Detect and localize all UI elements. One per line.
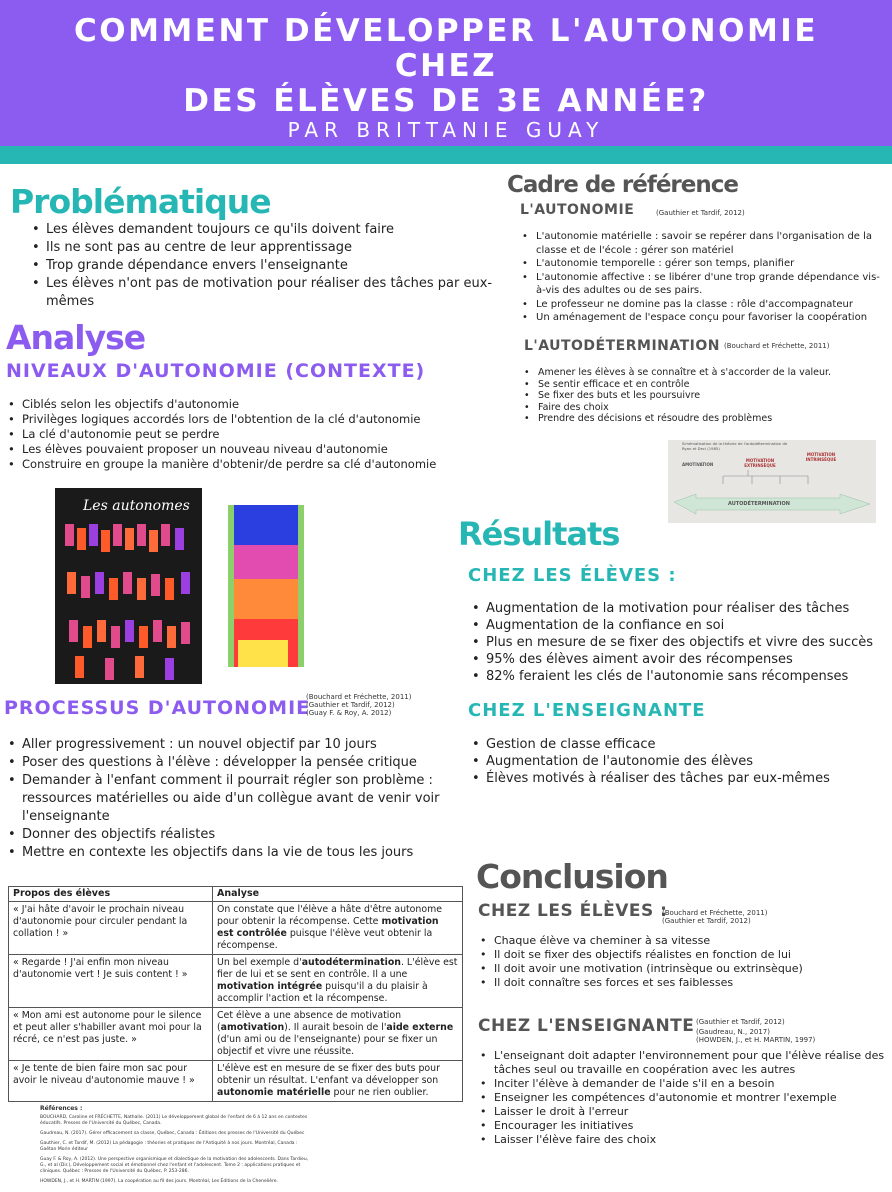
list-item: • Plus en mesure de se fixer des objectifs et vivre des succès [470,634,890,651]
problematique-heading: Problématique [10,182,271,221]
conclusion-ens-list [478,1049,890,1147]
list-item: • Amener les élèves à se connaître et à s'accorder de la valeur. [522,367,882,379]
list-item: • Faire des choix [522,402,882,414]
board-caption: Les autonomes [83,498,190,514]
propos-analyse-table [8,886,463,1102]
list-item: • Encourager les initiatives [478,1119,890,1133]
list-item: • Poser des questions à l'élève : développer la pensée critique [6,754,471,772]
conclusion-eleves-list [478,934,888,990]
diagram-extrinseque: MOTIVATION EXTRINSÈQUE [744,458,776,468]
resultats-heading: Résultats [458,515,620,553]
list-item: • Privilèges logiques accordés lors de l'obtention de la clé d'autonomie [6,412,476,427]
autonomie-title: L'AUTONOMIE [520,202,635,218]
autodet-title: L'AUTODÉTERMINATION [524,338,720,354]
cadre-heading: Cadre de référence [507,172,738,198]
list-item: • Un aménagement de l'espace conçu pour favoriser la coopération [520,311,888,325]
poster-title: COMMENT DÉVELOPPER L'AUTONOMIE CHEZ DES ÉLÈVES DE 3E ANNÉE? [73,13,819,119]
resultats-eleves-list [470,600,890,685]
list-item: • La clé d'autonomie peut se perdre [6,427,476,442]
list-item: • Chaque élève va cheminer à sa vitesse [478,934,888,948]
list-item: • Se sentir efficace et en contrôle [522,379,882,391]
diagram-amotivation: AMOTIVATION [682,462,714,467]
list-item: • Élèves motivés à réaliser des tâches par eux-mêmes [470,770,890,787]
list-item: • Les élèves pouvaient proposer un nouveau niveau d'autonomie [6,442,476,457]
autodet-list [522,367,882,425]
autodet-cite: (Bouchard et Fréchette, 2011) [724,342,830,350]
processus-title: PROCESSUS D'AUTONOMIE [4,697,311,719]
autonomes-board-photo [55,488,202,684]
table-header-propos: Propos des élèves [9,887,213,902]
table-row: « Mon ami est autonome pour le silence et peut aller s'habiller avant moi pour la récré, ce n'est pas juste. » Cet élève a une absence de motivation (amotivation). Il aurait besoin de l'aide externe (d'un ami ou de l'enseignante) pour se fixer un objectif et vivre une réussite. [9,1008,463,1061]
processus-list [6,736,471,862]
list-item: • 82% feraient les clés de l'autonomie sans récompenses [470,668,890,685]
conclusion-ens-title: CHEZ L'ENSEIGNANTE [478,1016,695,1036]
list-item: • Se fixer des buts et les poursuivre [522,390,882,402]
list-item: • Enseigner les compétences d'autonomie et montrer l'exemple [478,1091,890,1105]
niveaux-title: NIVEAUX D'AUTONOMIE (CONTEXTE) [6,360,426,382]
autodetermination-diagram-photo [668,440,876,523]
list-item: • L'enseignant doit adapter l'environnement pour que l'élève réalise des tâches seul ou travaille en coopération avec les autres [478,1049,890,1077]
autonomie-cite: (Gauthier et Tardif, 2012) [656,209,745,217]
autonomy-levels-photo [228,505,304,667]
list-item: • 95% des élèves aiment avoir des récompenses [470,651,890,668]
processus-cites: (Bouchard et Fréchette, 2011) (Gauthier et Tardif, 2012) (Guay F. & Roy, A. 2012) [306,693,412,717]
resultats-ens-title: CHEZ L'ENSEIGNANTE [468,700,706,721]
autonomie-list [520,230,888,325]
list-item: • L'autonomie matérielle : savoir se repérer dans l'organisation de la classe et de l'école : gérer son matériel [520,230,888,257]
list-item: • L'autonomie affective : se libérer d'une trop grande dépendance vis-à-vis des adultes ou de ses pairs. [520,271,888,298]
analyse-heading: Analyse [6,318,146,357]
list-item: • Mettre en contexte les objectifs dans la vie de tous les jours [6,844,471,862]
list-item: • Il doit se fixer des objectifs réalistes en fonction de lui [478,948,888,962]
list-item: • Gestion de classe efficace [470,736,890,753]
list-item: • Le professeur ne domine pas la classe : rôle d'accompagnateur [520,298,888,312]
diagram-caption: Schématisation de la théorie de l'autodétermination de Ryan et Deci (1985) [682,441,788,451]
list-item: • Donner des objectifs réalistes [6,826,471,844]
list-item: • Trop grande dépendance envers l'enseignante [30,257,530,275]
list-item: • Les élèves demandent toujours ce qu'ils doivent faire [30,221,530,239]
diagram-lines [668,440,876,523]
list-item: • Prendre des décisions et résoudre des problèmes [522,413,882,425]
table-row: « J'ai hâte d'avoir le prochain niveau d'autonomie pour circuler pendant la collation ! » On constate que l'élève a hâte d'être autonome pour obtenir la récompense. Cette motivation est contrôlée puisque l'élève veut obtenir la récompense. [9,902,463,955]
list-item: • L'autonomie temporelle : gérer son temps, planifier [520,257,888,271]
resultats-eleves-title: CHEZ LES ÉLÈVES : [468,565,677,586]
table-row: « Je tente de bien faire mon sac pour avoir le niveau d'autonomie mauve ! » L'élève est en mesure de se fixer des buts pour obtenir un résultat. L'enfant va développer son autonomie matérielle pour ne rien oublier. [9,1061,463,1102]
list-item: • Augmentation de la motivation pour réaliser des tâches [470,600,890,617]
resultats-ens-list [470,736,890,787]
list-item: • Les élèves n'ont pas de motivation pour réaliser des tâches par eux-mêmes [30,275,530,311]
table-header-analyse: Analyse [213,887,463,902]
list-item: • Il doit avoir une motivation (intrinsèque ou extrinsèque) [478,962,888,976]
list-item: • Laisser le droit à l'erreur [478,1105,890,1119]
list-item: • Il doit connaître ses forces et ses faiblesses [478,976,888,990]
diagram-arrow-label: AUTODÉTERMINATION [728,501,790,507]
table-row: « Regarde ! J'ai enfin mon niveau d'autonomie vert ! Je suis content ! » Un bel exemple d'autodétermination. L'élève est fier de lui et se sent en contrôle. Il a une motivation intégrée puisqu'il a du plaisir à accomplir l'action et la récompense. [9,955,463,1008]
niveaux-list [6,397,476,472]
teal-stripe [0,146,892,164]
list-item: • Augmentation de l'autonomie des élèves [470,753,890,770]
list-item: • Construire en groupe la manière d'obtenir/de perdre sa clé d'autonomie [6,457,476,472]
diagram-intrinseque: MOTIVATION INTRINSÈQUE [805,452,837,462]
list-item: • Laisser l'élève faire des choix [478,1133,890,1147]
list-item: • Ciblés selon les objectifs d'autonomie [6,397,476,412]
conclusion-eleves-cites: (Bouchard et Fréchette, 2011) (Gauthier et Tardif, 2012) [662,909,768,925]
list-item: • Augmentation de la confiance en soi [470,617,890,634]
author: PAR BRITTANIE GUAY [287,118,605,142]
conclusion-ens-cites: (Gauthier et Tardif, 2012) (Gaudreau, N., 2017) (HOWDEN, J., et H. MARTIN, 1997) [696,1018,816,1044]
list-item: • Ils ne sont pas au centre de leur apprentissage [30,239,530,257]
references: Références : BOUCHARD, Caroline et FRÉCHETTE, Nathalie. (2011) Le développement global de l'enfant de 6 à 12 ans en contextes éducatifs. Presses de l'Université du Québec, Canada. Gaudreau, N. (2017). Gérer efficacement sa classe, Québec, Canada : Éditions des presses de l'Université du Québec Gauthier, C. et Tardif, M. (2012) La pédagogie : théories et pratiques de l'Antiquité à nos jours. Montréal, Canada : Gaëtan Morin éditeur Guay F. & Roy, A. (2012). Une perspective organismique et dialectique de la motivation des adolescents. Dans Tardieu, G., et al (Dir.), Développement social et émotionnel chez l'enfant et l'adolescent. Tome 2 : applications pratiques et cliniques. Québec : Presses de l'Université du Québec, P. 253-286. HOWDEN, J., et H. MARTIN (1997). La coopération au fil des jours. Montréal, Les Éditions de la Chenelière. [40,1105,309,1184]
list-item: • Inciter l'élève à demander de l'aide s'il en a besoin [478,1077,890,1091]
list-item: • Demander à l'enfant comment il pourrait régler son problème : ressources matérielles ou aide d'un collègue avant de venir voir l'enseignante [6,772,471,826]
list-item: • Aller progressivement : un nouvel objectif par 10 jours [6,736,471,754]
conclusion-heading: Conclusion [476,857,668,896]
problematique-list [30,221,530,311]
conclusion-eleves-title: CHEZ LES ÉLÈVES : [478,901,668,921]
